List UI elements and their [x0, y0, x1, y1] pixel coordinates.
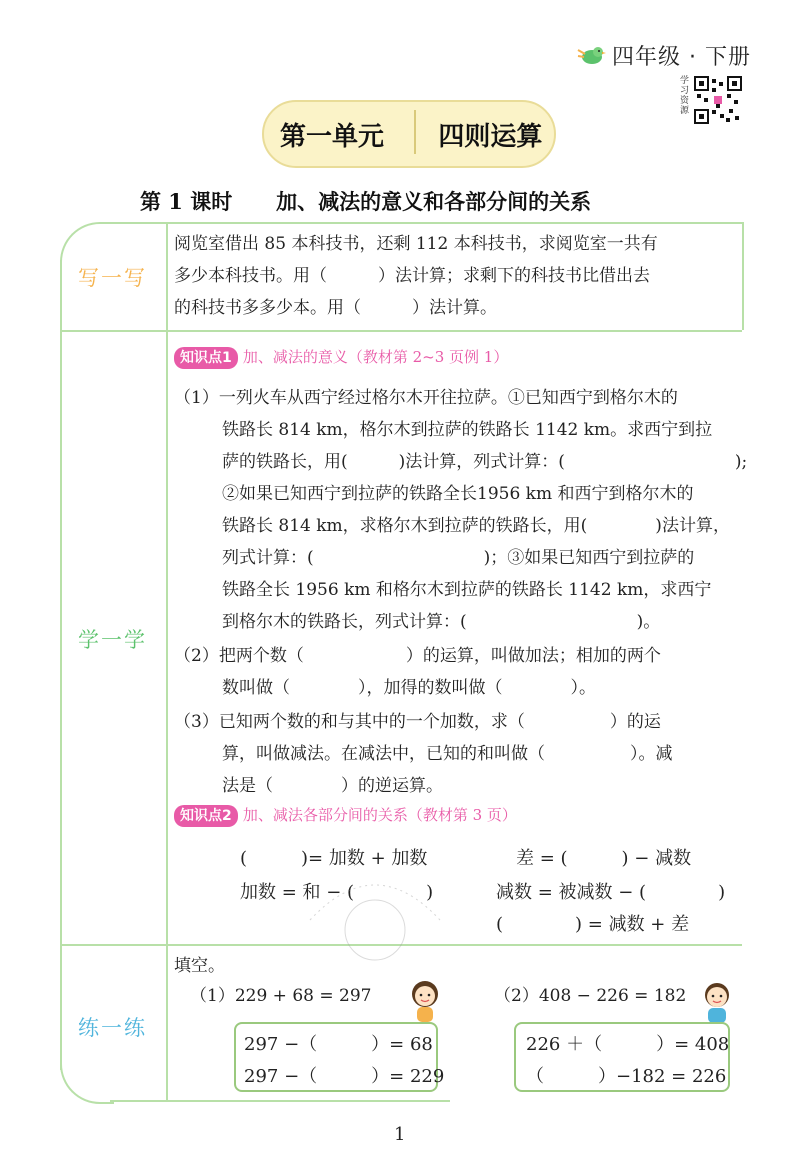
- frame-top-left-curve: [60, 222, 114, 264]
- lesson-number: 第 1 课时: [140, 189, 233, 214]
- frame-column-divider: [166, 222, 168, 1102]
- practice-2-given: （2）408 − 226 = 182: [494, 986, 687, 1006]
- question-line: 列式计算：( )；③如果已知西宁到拉萨的: [222, 548, 695, 568]
- grade-label: 四年级: [612, 45, 682, 70]
- question-line: （3）已知两个数的和与其中的一个加数，求（ ）的运: [174, 712, 661, 732]
- lesson-name: 加、减法的意义和各部分间的关系: [276, 189, 592, 214]
- unit-name: 四则运算: [438, 122, 543, 152]
- knowledge-title: 加、减法的意义（教材第 2~3 页例 1）: [242, 348, 509, 366]
- practice-1-answer-box: [234, 1022, 445, 1092]
- volume-label: 下册: [705, 45, 752, 70]
- question-line: 算，叫做减法。在减法中，已知的和叫做（ ）。减: [222, 744, 673, 764]
- formula: 减数 = 被减数 − ( ): [496, 882, 726, 903]
- question-2: [174, 640, 661, 704]
- section-label-write: 写一写: [78, 266, 147, 290]
- question-line: 到格尔木的铁路长，列式计算：( )。: [222, 612, 661, 632]
- practice-instruction: 填空。: [174, 956, 225, 976]
- frame-divider-1: [60, 330, 742, 332]
- formula: ( )= 加数 + 加数: [240, 848, 428, 869]
- knowledge-point-2: [174, 804, 517, 827]
- formula: 差 = ( ) − 减数: [516, 848, 692, 869]
- knowledge-title: 加、减法各部分间的关系（教材第 3 页）: [242, 806, 517, 824]
- watermark-stamp: [300, 860, 450, 970]
- question-1: [174, 382, 747, 638]
- frame-bottom-left-curve: [60, 1062, 114, 1104]
- qr-label: 学习资源: [680, 76, 690, 116]
- write-paragraph: [174, 228, 658, 324]
- formula: ( ) = 减数 + 差: [496, 914, 690, 935]
- question-line: 铁路长 814 km，格尔木到拉萨的铁路长 1142 km。求西宁到拉: [222, 420, 713, 440]
- knowledge-badge: 知识点2: [174, 805, 238, 827]
- equation: 297 −（ ）= 229: [244, 1066, 445, 1087]
- knowledge-badge: 知识点1: [174, 347, 238, 369]
- question-line: 法是（ ）的逆运算。: [222, 776, 443, 796]
- page-number: 1: [394, 1124, 406, 1145]
- question-line: 铁路全长 1956 km 和格尔木到拉萨的铁路长 1142 km，求西宁: [222, 580, 712, 600]
- knowledge-point-1: [174, 346, 508, 369]
- question-line: 铁路长 814 km，求格尔木到拉萨的铁路长，用( )法计算，: [222, 516, 730, 536]
- practice-1-given: （1）229 + 68 = 297: [190, 986, 372, 1006]
- frame-right-line-write: [742, 222, 744, 330]
- question-line: 萨的铁路长，用( )法计算，列式计算：( );: [222, 452, 748, 472]
- section-label-learn: 学一学: [78, 628, 147, 652]
- grade-header: [612, 40, 751, 71]
- question-line: （2）把两个数（ ）的运算，叫做加法；相加的两个: [174, 646, 661, 666]
- unit-number: 第一单元: [280, 122, 385, 152]
- equation: 226 ＋（ ）= 408: [526, 1034, 730, 1055]
- frame-top-line: [110, 222, 742, 224]
- question-line: （1）一列火车从西宁经过格尔木开往拉萨。①已知西宁到格尔木的: [174, 388, 678, 408]
- formula: 加数 = 和 − ( ): [240, 882, 434, 903]
- frame-bottom-line: [110, 1100, 450, 1102]
- equation: （ ）−182 = 226: [526, 1066, 727, 1087]
- header-dot: ·: [689, 45, 706, 70]
- frame-left-line: [60, 260, 62, 1070]
- practice-2-answer-box: [514, 1022, 730, 1092]
- equation: 297 −（ ）= 68: [244, 1034, 433, 1055]
- lesson-title: [140, 186, 591, 216]
- bird-logo-icon: [576, 44, 606, 66]
- write-line: 多少本科技书。用（ ）法计算；求剩下的科技书比借出去: [174, 266, 650, 286]
- qr-code-icon[interactable]: [694, 76, 742, 124]
- question-line: 数叫做（ ），加得的数叫做（ ）。: [222, 678, 596, 698]
- boy-character-icon: [700, 980, 734, 1024]
- girl-character-icon: [408, 978, 442, 1024]
- write-line: 阅览室借出 85 本科技书，还剩 112 本科技书，求阅览室一共有: [174, 234, 658, 254]
- write-line: 的科技书多多少本。用（ ）法计算。: [174, 298, 497, 318]
- question-3: [174, 706, 673, 802]
- unit-title: [280, 116, 542, 153]
- question-line: ②如果已知西宁到拉萨的铁路全长1956 km 和西宁到格尔木的: [222, 484, 694, 504]
- section-label-practice: 练一练: [78, 1016, 147, 1040]
